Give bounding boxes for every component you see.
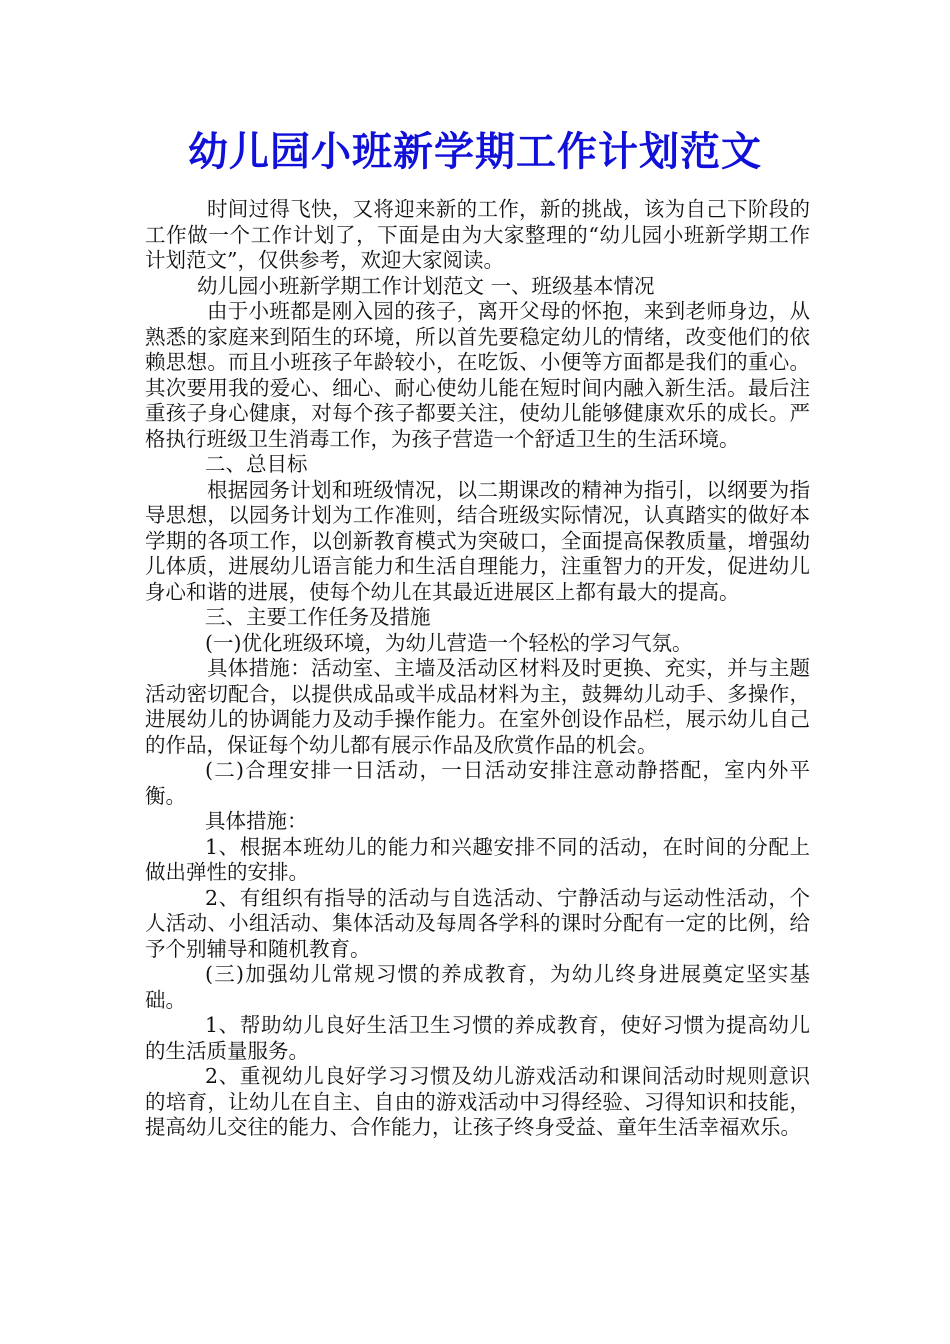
sub-heading-1: (一)优化班级环境，为幼儿营造一个轻松的学习气氛。 xyxy=(205,630,693,655)
list-item: 2、有组织有指导的活动与自选活动、宁静活动与运动性活动，个人活动、小组活动、集体活动及每周各学科的课时分配有一定的比例，给予个别辅导和随机教育。 xyxy=(145,885,810,961)
body-paragraph: 具体措施：活动室、主墙及活动区材料及时更换、充实，并与主题活动密切配合，以提供成品或半成品材料为主，鼓舞幼儿动手、多操作，进展幼儿的协调能力及动手操作能力。在室外创设作品栏，展示幼儿自己的作品，保证每个幼儿都有展示作品及欣赏作品的机会。 xyxy=(145,656,810,757)
document-body xyxy=(145,197,810,1141)
body-paragraph: 由于小班都是刚入园的孩子，离开父母的怀抱，来到老师身边，从熟悉的家庭来到陌生的环境，所以首先要稳定幼儿的情绪，改变他们的依赖思想。而且小班孩子年龄较小，在吃饭、小便等方面都是我们的重心。其次要用我的爱心、细心、耐心使幼儿能在短时间内融入新生活。最后注重孩子身心健康，对每个孩子都要关注，使幼儿能够健康欢乐的成长。严格执行班级卫生消毒工作，为孩子营造一个舒适卫生的生活环境。 xyxy=(145,299,810,451)
list-item: 1、帮助幼儿良好生活卫生习惯的养成教育，使好习惯为提高幼儿的生活质量服务。 xyxy=(145,1013,810,1063)
body-paragraph: 根据园务计划和班级情况，以二期课改的精神为指引，以纲要为指导思想，以园务计划为工作准则，结合班级实际情况，认真踏实的做好本学期的各项工作，以创新教育模式为突破口，全面提高保教质量，增强幼儿体质，进展幼儿语言能力和生活自理能力，注重智力的开发，促进幼儿身心和谐的进展，使每个幼儿在其最近进展区上都有最大的提高。 xyxy=(145,477,810,604)
list-item: 2、重视幼儿良好学习习惯及幼儿游戏活动和课间活动时规则意识的培育，让幼儿在自主、自由的游戏活动中习得经验、习得知识和技能，提高幼儿交往的能力、合作能力，让孩子终身受益、童年生活幸福欢乐。 xyxy=(145,1064,810,1139)
list-item: 1、根据本班幼儿的能力和兴趣安排不同的活动，在时间的分配上做出弹性的安排。 xyxy=(145,834,810,884)
section-heading-1: 幼儿园小班新学期工作计划范文 一、班级基本情况 xyxy=(197,273,655,298)
section-heading-2: 二、总目标 xyxy=(205,452,308,476)
section-heading-3: 三、主要工作任务及措施 xyxy=(205,605,431,629)
intro-paragraph: 时间过得飞快，又将迎来新的工作，新的挑战，该为自己下阶段的工作做一个工作计划了，下面是由为大家整理的“幼儿园小班新学期工作计划范文”，仅供参考，欢迎大家阅读。 xyxy=(145,197,810,272)
measures-label: 具体措施： xyxy=(205,809,308,833)
sub-heading-3: (三)加强幼儿常规习惯的养成教育，为幼儿终身进展奠定坚实基础。 xyxy=(145,962,810,1012)
sub-heading-2: (二)合理安排一日活动，一日活动安排注意动静搭配，室内外平衡。 xyxy=(145,758,810,808)
document-title: 幼儿园小班新学期工作计划范文 xyxy=(188,128,762,175)
